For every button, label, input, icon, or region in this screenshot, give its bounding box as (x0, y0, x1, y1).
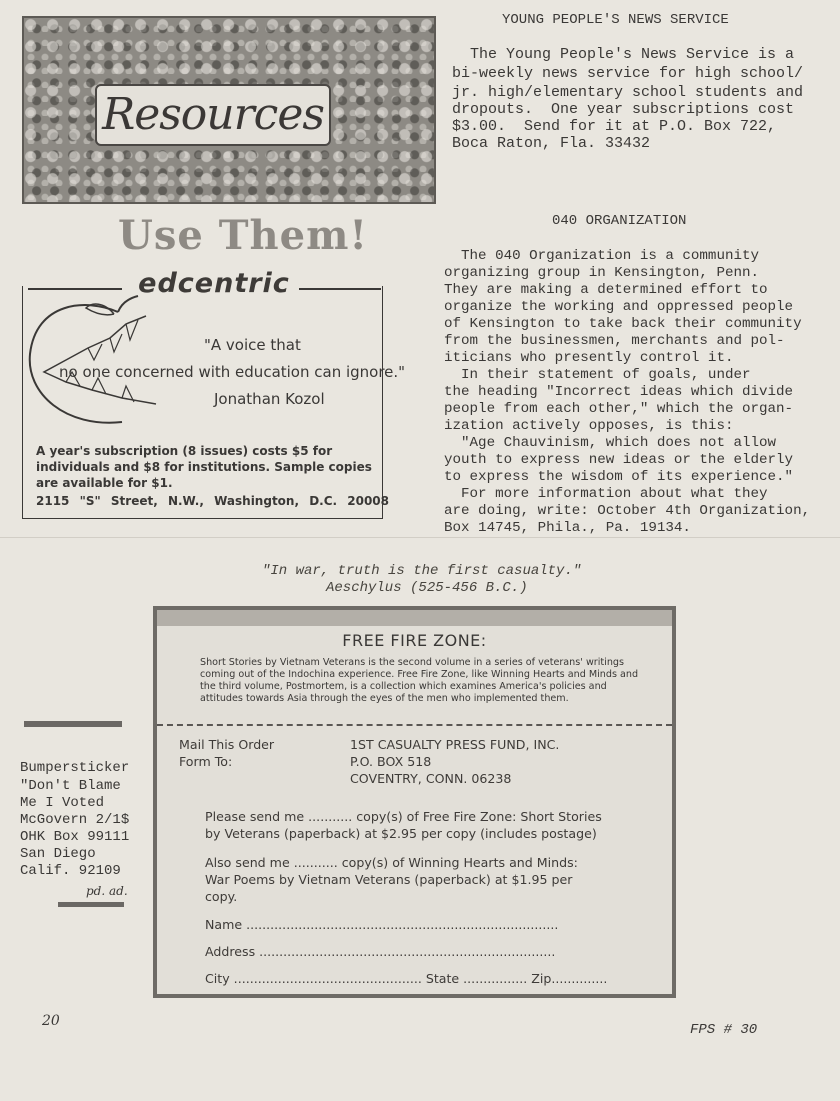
org040-line: Box 14745, Phila., Pa. 19134. (444, 520, 691, 536)
org040-line: organize the working and oppressed people (444, 299, 794, 315)
edcentric-quote-line-1: "A voice that (204, 336, 301, 354)
bumpersticker-line: San Diego (20, 846, 96, 862)
bumpersticker-line: OHK Box 99111 (20, 829, 130, 845)
edcentric-subscription-text: A year's subscription (8 issues) costs $5 for individuals and $8 for institutions. Sample copies are available for $1. (36, 444, 372, 490)
address-field: Address .......................................................................... (205, 944, 556, 959)
publisher-city: COVENTRY, CONN. 06238 (350, 771, 512, 786)
ypns-line: jr. high/elementary school students and (452, 84, 804, 101)
order-line-winning-hearts-2: War Poems by Vietnam Veterans (paperback) at $1.95 per (205, 872, 573, 887)
bumpersticker-line: Me I Voted (20, 795, 105, 811)
publisher-box: P.O. BOX 518 (350, 754, 432, 769)
org040-line: "Age Chauvinism, which does not allow (444, 435, 777, 451)
ypns-line: bi-weekly news service for high school/ (452, 65, 804, 82)
bumpersticker-rule-top (24, 721, 122, 727)
order-form-cut-line (157, 724, 672, 726)
order-line-free-fire-zone-2: by Veterans (paperback) at $2.95 per copy (includes postage) (205, 826, 597, 841)
ypns-line: $3.00. Send for it at P.O. Box 722, (452, 118, 777, 135)
org040-line: The 040 Organization is a community (444, 248, 760, 264)
mail-order-label-1: Mail This Order (179, 737, 275, 752)
bumpersticker-rule-bottom (58, 902, 124, 907)
publisher-name: 1ST CASUALTY PRESS FUND, INC. (350, 737, 560, 752)
org040-line: ization actively opposes, is this: (444, 418, 734, 434)
order-line-winning-hearts-1: Also send me ........... copy(s) of Winning Hearts and Minds: (205, 855, 578, 870)
use-them-headline: Use Them! (118, 212, 368, 259)
org040-line: For more information about what they (444, 486, 768, 502)
org040-heading: 040 ORGANIZATION (552, 213, 687, 229)
org040-line: iticians who presently control it. (444, 350, 734, 366)
name-field: Name .............................................................................. (205, 917, 559, 932)
page-fold-line (0, 537, 840, 538)
ypns-line: The Young People's News Service is a (452, 46, 795, 63)
org040-line: youth to express new ideas or the elderly (444, 452, 794, 468)
org040-line: of Kensington to take back their community (444, 316, 802, 332)
ypns-heading: YOUNG PEOPLE'S NEWS SERVICE (502, 12, 729, 28)
aeschylus-attribution: Aeschylus (525-456 B.C.) (326, 580, 528, 596)
edcentric-frame-top-left (28, 288, 122, 290)
bumpersticker-line: Calif. 92109 (20, 863, 121, 879)
org040-line: They are making a determined effort to (444, 282, 768, 298)
city-state-zip-field: City ............................................... State ................ Zip.............. (205, 971, 608, 986)
aeschylus-quote: "In war, truth is the first casualty." (262, 563, 582, 579)
org040-line: from the businessmen, merchants and pol- (444, 333, 785, 349)
org040-line: organizing group in Kensington, Penn. (444, 265, 760, 281)
bumpersticker-line: "Don't Blame (20, 778, 121, 794)
order-form-description: Short Stories by Vietnam Veterans is the second volume in a series of veterans' writings coming out of the Indochina experience. Free Fire Zone, like Winning Hearts and Minds and the third volume, Postmortem, is a collection which examines America's policies and attitudes towards Asia through the eyes of the men who implemented them. (200, 657, 639, 704)
org040-line: people from each other," which the organ- (444, 401, 794, 417)
resources-banner-plate (95, 84, 331, 146)
paid-ad-note: pd. ad. (86, 884, 128, 898)
org040-line: to express the wisdom of its experience." (444, 469, 794, 485)
edcentric-frame-top-right (299, 288, 381, 290)
org040-line: the heading "Incorrect ideas which divide (444, 384, 794, 400)
edcentric-quote-author: Jonathan Kozol (214, 390, 325, 408)
edcentric-title: edcentric (138, 268, 290, 299)
ypns-line: Boca Raton, Fla. 33432 (452, 135, 651, 152)
page-number: 20 (42, 1013, 60, 1029)
order-line-free-fire-zone-1: Please send me ........... copy(s) of Free Fire Zone: Short Stories (205, 809, 602, 824)
bumpersticker-line: Bumpersticker (20, 760, 130, 776)
mail-order-label-2: Form To: (179, 754, 233, 769)
issue-label: FPS # 30 (690, 1022, 758, 1038)
resources-banner-word: Resources (102, 89, 324, 140)
order-form-top-band (157, 610, 672, 626)
org040-line: are doing, write: October 4th Organization, (444, 503, 811, 519)
order-form-title: FREE FIRE ZONE: (342, 631, 487, 650)
edcentric-quote-line-2: no one concerned with education can ignore." (59, 363, 406, 381)
bumpersticker-line: McGovern 2/1$ (20, 812, 130, 828)
ypns-line: dropouts. One year subscriptions cost (452, 101, 795, 118)
order-line-winning-hearts-3: copy. (205, 889, 238, 904)
org040-line: In their statement of goals, under (444, 367, 751, 383)
edcentric-address: 2115 "S" Street, N.W., Washington, D.C. 20008 (36, 494, 390, 508)
